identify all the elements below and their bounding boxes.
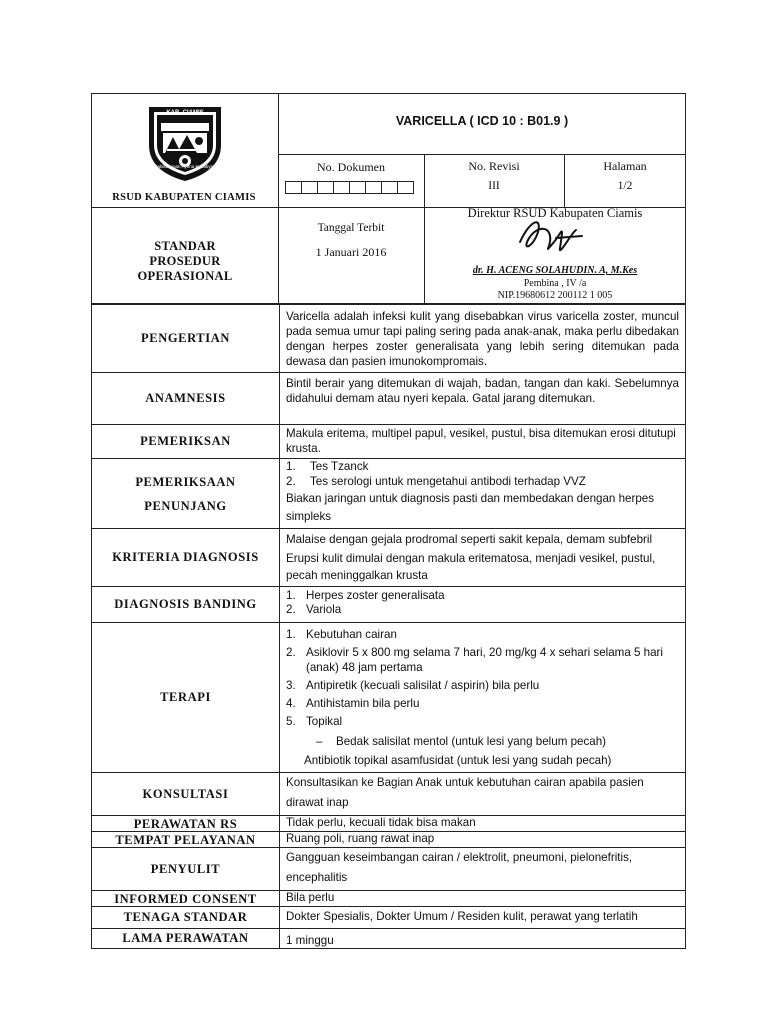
value-pemeriksan: Makula eritema, multipel papul, vesikel, pustul, bisa ditemukan erosi ditutupi krusta. <box>280 425 686 459</box>
terapi-sub-item-2: Antibiotik topikal asamfusidat (untuk lesi yang sudah pecah) <box>304 754 612 767</box>
row-diagnosis-banding <box>92 587 686 623</box>
list-item: 1. Kebutuhan cairan <box>286 628 397 641</box>
list-item: 2. Variola <box>286 603 342 616</box>
row-pemeriksaan-penunjang <box>92 459 686 529</box>
row-perawatan-rs <box>92 816 686 832</box>
terapi-list <box>286 627 679 729</box>
kriteria-line-1: Malaise dengan gejala prodromal seperti sakit kepala, demam subfebril <box>286 533 653 546</box>
hospital-name: RSUD KABUPATEN CIAMIS <box>112 192 256 203</box>
director-signature <box>512 212 592 262</box>
label-perawatan-rs: PERAWATAN RS <box>92 816 280 832</box>
row-pemeriksan <box>92 425 686 459</box>
row-konsultasi <box>92 773 686 816</box>
director-title: Direktur RSUD Kabupaten Ciamis <box>467 206 643 220</box>
director-nip: NIP.19680612 200112 1 005 <box>497 290 613 301</box>
row-pengertian <box>92 305 686 373</box>
halaman-label: Halaman <box>603 159 647 173</box>
tanggal-terbit-value: 1 Januari 2016 <box>315 245 387 259</box>
list-item: 2. Tes serologi untuk mengetahui antibodi terhadap VVZ <box>286 474 586 488</box>
label-informed-consent: INFORMED CONSENT <box>92 891 280 907</box>
list-item: 5. Topikal <box>286 715 343 728</box>
halaman-value: 1/2 <box>617 180 633 192</box>
no-revisi-value: III <box>488 180 500 192</box>
list-item: 1. Tes Tzanck <box>286 460 369 473</box>
penunjang-text: Biakan jaringan untuk diagnosis pasti dan membedakan dengan herpes simpleks <box>286 492 655 523</box>
label-anamnesis: ANAMNESIS <box>92 373 280 425</box>
label-lama-perawatan: LAMA PERAWATAN <box>92 929 280 949</box>
value-tempat-pelayanan: Ruang poli, ruang rawat inap <box>280 832 686 848</box>
value-diagnosis-banding <box>280 587 686 623</box>
banding-list <box>286 589 679 617</box>
sop-content-table <box>91 304 686 949</box>
value-pemeriksaan-penunjang <box>280 459 686 529</box>
no-dokumen-label: No. Dokumen <box>317 160 385 174</box>
value-perawatan-rs: Tidak perlu, kecuali tidak bisa makan <box>280 816 686 832</box>
terapi-sub-item: – Bedak salisilat mentol (untuk lesi yang belum pecah) <box>316 735 607 748</box>
label-terapi: TERAPI <box>92 623 280 773</box>
kriteria-line-2: Erupsi kulit dimulai dengan makula eritematosa, menjadi vesikel, pustul, pecah meninggalkan krusta <box>286 552 656 582</box>
row-informed-consent <box>92 891 686 907</box>
penunjang-list <box>286 460 679 489</box>
value-konsultasi: Konsultasikan ke Bagian Anak untuk kebutuhan cairan apabila pasien dirawat inap <box>280 773 686 816</box>
list-item: 3. Antipiretik (kecuali salisilat / aspirin) bila perlu <box>286 679 540 692</box>
label-pemeriksan: PEMERIKSAN <box>92 425 280 459</box>
list-item: 4. Antihistamin bila perlu <box>286 697 420 710</box>
row-penyulit <box>92 848 686 891</box>
row-terapi <box>92 623 686 773</box>
label-pengertian: PENGERTIAN <box>92 305 280 373</box>
row-kriteria-diagnosis <box>92 529 686 587</box>
label-penunjang-line-2: PENUNJANG <box>144 498 227 513</box>
row-tempat-pelayanan <box>92 832 686 848</box>
row-tenaga-standar <box>92 907 686 929</box>
label-kriteria-diagnosis: KRITERIA DIAGNOSIS <box>92 529 280 587</box>
value-anamnesis: Bintil berair yang ditemukan di wajah, badan, tangan dan kaki. Sebelumnya didahului demam atau nyeri kepala. Gatal jarang ditemukan. <box>280 373 686 425</box>
row-anamnesis <box>92 373 686 425</box>
tanggal-terbit-label: Tanggal Terbit <box>317 222 385 234</box>
label-penunjang-line-1: PEMERIKSAAN <box>135 474 236 489</box>
value-tenaga-standar: Dokter Spesialis, Dokter Umum / Residen kulit, perawat yang terlatih <box>280 907 686 929</box>
value-penyulit: Gangguan keseimbangan cairan / elektrolit, pneumoni, pielonefritis, encephalitis <box>280 848 686 891</box>
document-title: VARICELLA ( ICD 10 : B01.9 ) <box>395 114 569 128</box>
label-penyulit: PENYULIT <box>92 848 280 891</box>
label-tempat-pelayanan: TEMPAT PELAYANAN <box>92 832 280 848</box>
label-tenaga-standar: TENAGA STANDAR <box>92 907 280 929</box>
label-diagnosis-banding: DIAGNOSIS BANDING <box>92 587 280 623</box>
logo-bottom-text: Sabilulungan Ayuna Kabutiyan <box>154 164 216 169</box>
list-item: 2. Asiklovir 5 x 800 mg selama 7 hari, 20 mg/kg 4 x sehari selama 5 hari (anak) 48 jam pertama <box>286 646 663 674</box>
label-konsultasi: KONSULTASI <box>92 773 280 816</box>
list-item: 1. Herpes zoster generalisata <box>286 589 445 602</box>
director-rank: Pembina , IV /a <box>523 278 587 289</box>
value-informed-consent: Bila perlu <box>280 891 686 907</box>
value-pengertian: Varicella adalah infeksi kulit yang disebabkan virus varicella zoster, muncul pada semua umur tapi paling sering pada anak-anak, maka perlu dibedakan dengan herpes zoster generalisata yang lebih sering ditemukan pada dewasa dan pasien imunokompromais. <box>280 305 686 373</box>
row-lama-perawatan <box>92 929 686 949</box>
value-terapi <box>280 623 686 773</box>
director-name: dr. H. ACENG SOLAHUDIN. A, M.Kes <box>472 265 638 276</box>
value-lama-perawatan: 1 minggu <box>280 929 686 949</box>
no-revisi-label: No. Revisi <box>468 159 520 173</box>
sop-title: STANDAR PROSEDUR OPERASIONAL <box>137 239 233 283</box>
label-pemeriksaan-penunjang <box>92 459 280 529</box>
value-kriteria-diagnosis <box>280 529 686 587</box>
no-dokumen-boxes <box>285 181 413 194</box>
logo-top-text: KAB. CIAMIS <box>166 110 204 116</box>
